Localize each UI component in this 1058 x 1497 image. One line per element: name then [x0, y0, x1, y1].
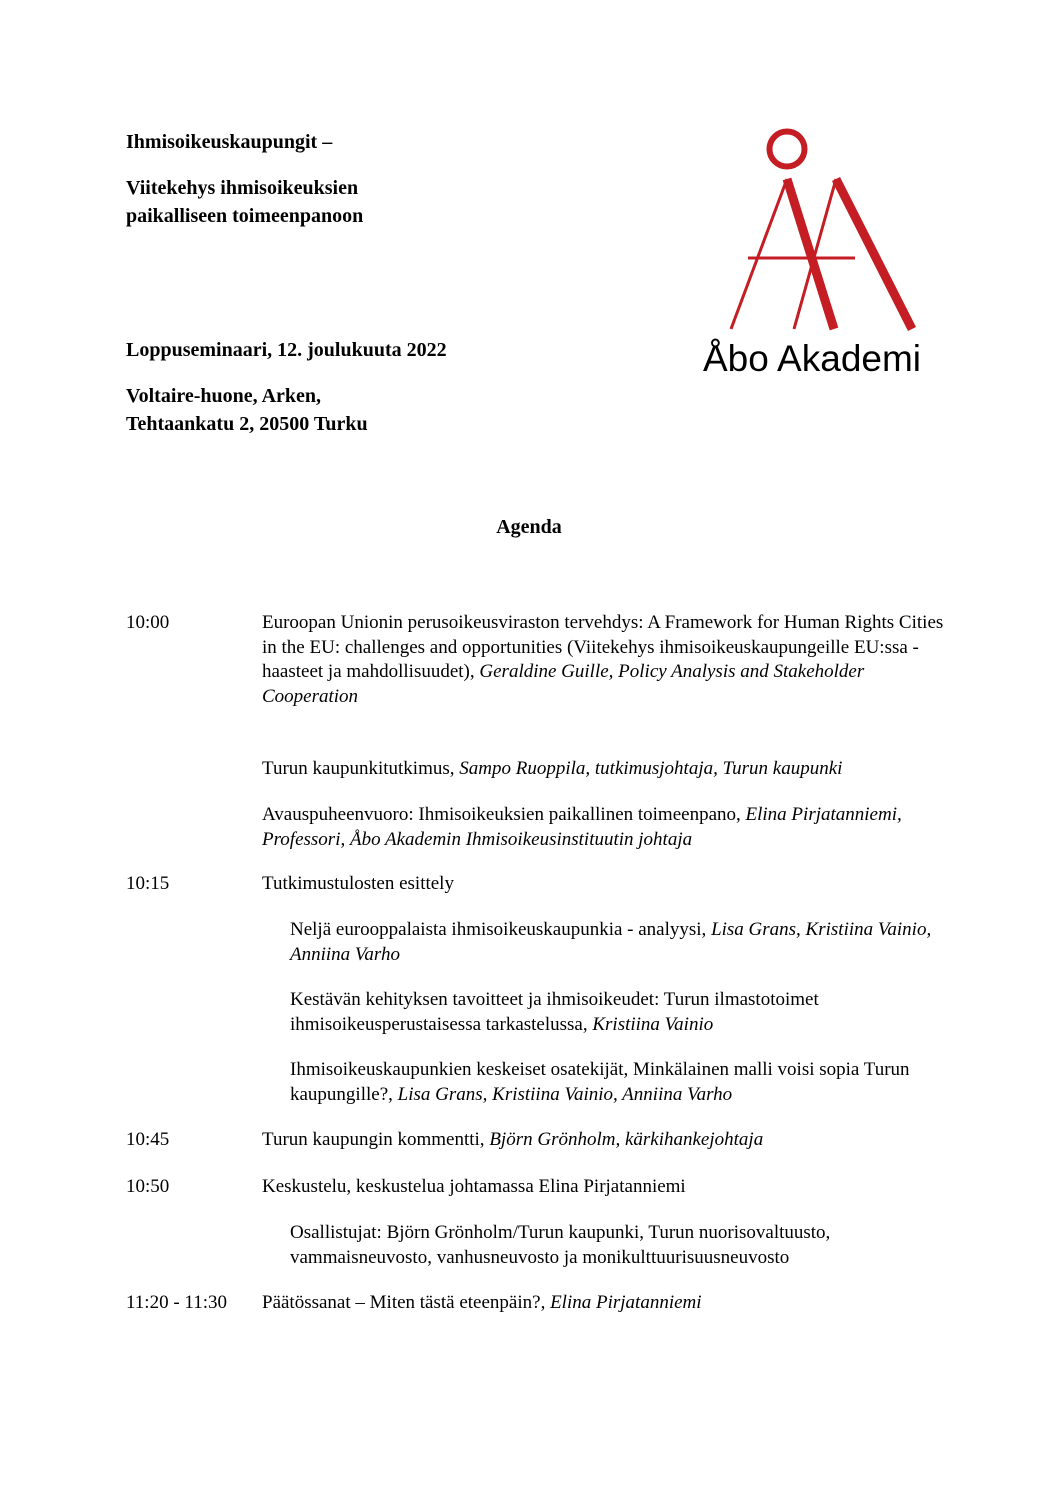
agenda-description: Euroopan Unionin perusoikeusviraston tervehdys: A Framework for Human Rights Cities in the EU: challenges and opportunities (Viitekehys ihmisoikeuskaupungeille EU:ssa - haasteet ja mahdollisuudet),	[262, 612, 944, 682]
agenda-time: 11:20 - 11:30	[126, 1292, 227, 1313]
logo-mark-icon	[688, 122, 936, 334]
venue-line-2: Tehtaankatu 2, 20500 Turku	[126, 413, 368, 435]
agenda-time: 10:50	[126, 1176, 170, 1197]
abo-akademi-logo	[688, 122, 936, 379]
agenda-speaker: Sampo Ruoppila, tutkimusjohtaja, Turun kaupunki	[459, 758, 843, 779]
agenda-description: Neljä eurooppalaista ihmisoikeuskaupunkia - analyysi,	[290, 919, 712, 940]
agenda-description: Ihmisoikeuskaupunkien keskeiset osatekijät, Minkälainen malli voisi sopia Turun kaupungille?,	[290, 1059, 910, 1105]
agenda-text	[262, 1291, 952, 1316]
agenda-speaker: Lisa Grans, Kristiina Vainio, Anniina Varho	[290, 919, 932, 965]
agenda-description: Avauspuheenvuoro: Ihmisoikeuksien paikallinen toimeenpano,	[262, 804, 746, 825]
agenda-text	[262, 803, 952, 852]
title-line-3: paikalliseen toimeenpanoon	[126, 205, 364, 227]
agenda-text	[262, 611, 952, 709]
agenda-speaker: Kristiina Vainio	[592, 1013, 714, 1035]
logo-wordmark: Åbo Akademi	[702, 338, 922, 379]
agenda-description: Tutkimustulosten esittely	[262, 873, 454, 894]
agenda-heading: Agenda	[496, 516, 562, 538]
agenda-time: 10:00	[126, 612, 170, 633]
title-line-1: Ihmisoikeuskaupungit –	[126, 131, 333, 153]
agenda-description: Päätössanat – Miten tästä eteenpäin?,	[262, 1292, 551, 1313]
agenda-text	[262, 872, 952, 897]
agenda-text	[290, 1221, 970, 1270]
title-line-2: Viitekehys ihmisoikeuksien	[126, 177, 359, 199]
agenda-description: Turun kaupungin kommentti,	[262, 1129, 490, 1150]
agenda-speaker: Björn Grönholm, kärkihankejohtaja	[489, 1129, 764, 1150]
agenda-speaker: Lisa Grans, Kristiina Vainio, Anniina Varho	[397, 1083, 733, 1105]
agenda-text	[290, 918, 970, 967]
agenda-description: Kestävän kehityksen tavoitteet ja ihmisoikeudet: Turun ilmastotoimet ihmisoikeusperustaisessa tarkastelussa,	[290, 989, 819, 1035]
agenda-text	[262, 757, 952, 782]
agenda-speaker: Elina Pirjatanniemi, Professori, Åbo Akademin Ihmisoikeusinstituutin johtaja	[262, 804, 902, 850]
agenda-time: 10:45	[126, 1129, 170, 1150]
venue-line-1: Voltaire-huone, Arken,	[126, 385, 322, 407]
agenda-text	[262, 1175, 952, 1200]
agenda-description: Keskustelu, keskustelua johtamassa Elina Pirjatanniemi	[262, 1176, 686, 1197]
agenda-text	[262, 1128, 952, 1153]
agenda-speaker: Elina Pirjatanniemi	[550, 1292, 702, 1313]
agenda-text	[290, 1058, 970, 1107]
event-date: Loppuseminaari, 12. joulukuuta 2022	[126, 339, 447, 361]
agenda-speaker: Geraldine Guille, Policy Analysis and Stakeholder Cooperation	[262, 661, 865, 707]
agenda-description: Turun kaupunkitutkimus,	[262, 758, 460, 779]
agenda-description: Osallistujat: Björn Grönholm/Turun kaupunki, Turun nuorisovaltuusto, vammaisneuvosto, vanhusneuvosto ja monikulttuurisuusneuvosto	[290, 1222, 831, 1268]
agenda-text	[290, 988, 970, 1037]
agenda-time: 10:15	[126, 873, 170, 894]
